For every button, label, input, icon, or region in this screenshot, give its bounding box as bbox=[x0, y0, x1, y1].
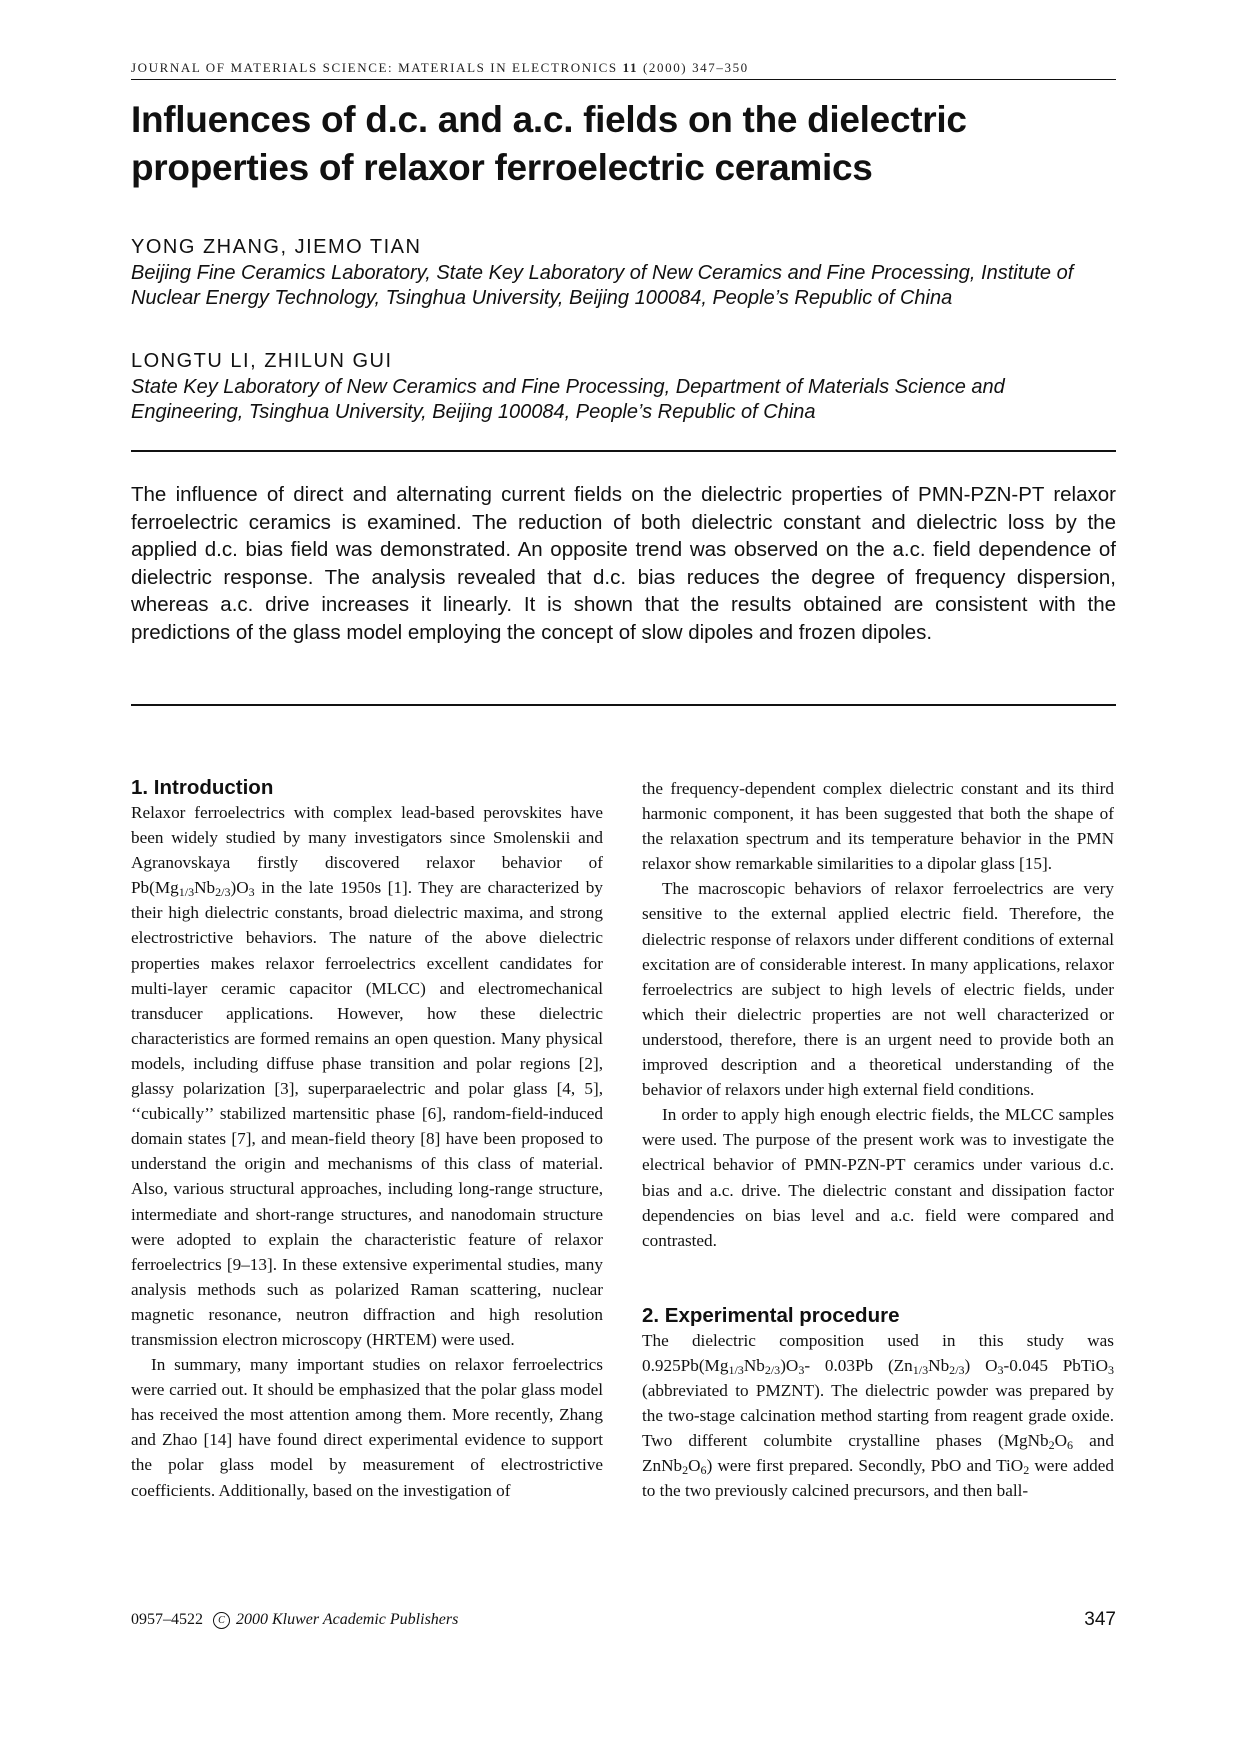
intro-paragraph-3: The macroscopic behaviors of relaxor ferroelectrics are very sensitive to the external applied electric field. Therefore, the dielectric response of relaxors under different conditions of external excitation are of considerable interest. In many applications, relaxor ferroelectrics are subject to high levels of electric fields, under which their dielectric properties are not well characterized or understood, therefore, there is an urgent need to provide both an improved description and a theoretical understanding of the behavior of relaxors under high external field conditions. bbox=[642, 879, 1114, 1100]
journal-year-pages: (2000) 347–350 bbox=[642, 60, 749, 75]
experimental-paragraph-1: The dielectric composition used in this study was $0.925Pb(Mg_{1/3}Nb_{2/3})O_3-$ 0.03Pb $(Zn_{1/3}Nb_{2/3})$ $O_3-0.045$ PbTiO$_3$ (abbreviated to PMZNT). The dielectric powder was prepared by the two-stage calcination method starting from reagent grade oxide. Two different columbite crystalline phases ($MgNb_2O_6$ and $ZnNb_2O_6$) were first prepared. Secondly, PbO and TiO$_2$ were added to the two previously calcined precursors, and then ball- bbox=[642, 1330, 1114, 1501]
publisher: 2000 Kluwer Academic Publishers bbox=[236, 1611, 459, 1628]
affiliation-2: State Key Laboratory of New Ceramics and Fine Processing, Department of Materials Science and Engineering, Tsinghua University, Beijing 100084, People’s Republic of China bbox=[131, 376, 1005, 423]
left-column bbox=[131, 775, 603, 1503]
journal-volume: 11 bbox=[622, 60, 639, 75]
affiliation-1: Beijing Fine Ceramics Laboratory, State Key Laboratory of New Ceramics and Fine Processing, Institute of Nuclear Energy Technology, Tsinghua University, Beijing 100084, People’s Republic of China bbox=[131, 262, 1074, 309]
right-column bbox=[642, 776, 1114, 1503]
section-heading-introduction: 1. Introduction bbox=[131, 776, 274, 799]
header-rule bbox=[131, 79, 1116, 80]
authors-group-1: YONG ZHANG, JIEMO TIAN bbox=[131, 236, 422, 258]
intro-paragraph-2: In summary, many important studies on relaxor ferroelectrics were carried out. It should be emphasized that the polar glass model has received the most attention among them. More recently, Zhang and Zhao [14] have found direct experimental evidence to support the polar glass model by measurement of electrostrictive coefficients. Additionally, based on the investigation of bbox=[131, 1355, 603, 1500]
section-heading-experimental: 2. Experimental procedure bbox=[642, 1303, 900, 1327]
intro-paragraph-1: Relaxor ferroelectrics with complex lead-based perovskites have been widely studied by many investigators since Smolenskii and Agranovskaya firstly discovered relaxor behavior of $Pb(Mg_{1/3}Nb_{2/3})O_3$ in the late 1950s [1]. They are characterized by their high dielectric constants, broad dielectric maxima, and strong electrostrictive behaviors. The nature of the above dielectric properties makes relaxor ferroelectrics excellent candidates for multi-layer ceramic capacitor (MLCC) and electromechanical transducer applications. However, how these dielectric characteristics are formed remains an open question. Many physical models, including diffuse phase transition and polar regions [2], glassy polarization [3], superparaelectric and polar glass [4, 5], ‘‘cubically’’ stabilized martensitic phase [6], random-field-induced domain states [7], and mean-field theory [8] have been proposed to understand the origin and mechanisms of this class of material. Also, various structural approaches, including long-range structure, intermediate and short-range structures, and nanodomain structure were adopted to explain the characteristic feature of relaxor ferroelectrics [9–13]. In these extensive experimental studies, many analysis methods such as polarized Raman scattering, nuclear magnetic resonance, neutron diffraction and high resolution transmission electron microscopy (HRTEM) were used. bbox=[131, 803, 603, 1349]
article-title: Influences of d.c. and a.c. fields on the dielectric properties of relaxor ferroelectric ceramics bbox=[131, 99, 967, 188]
section-spacer bbox=[642, 1253, 1114, 1303]
copyright-icon: C bbox=[213, 1612, 230, 1629]
intro-paragraph-2-continued: the frequency-dependent complex dielectric constant and its third harmonic component, it has been suggested that both the shape of the relaxation spectrum and its temperature behavior in the PMN relaxor show remarkable similarities to a dipolar glass [15]. bbox=[642, 779, 1114, 874]
intro-paragraph-4: In order to apply high enough electric fields, the MLCC samples were used. The purpose of the present work was to investigate the electrical behavior of PMN-PZN-PT ceramics under various d.c. bias and a.c. drive. The dielectric constant and dissipation factor dependencies on bias level and a.c. field were compared and contrasted. bbox=[642, 1105, 1114, 1250]
abstract-top-rule bbox=[131, 450, 1116, 452]
abstract: The influence of direct and alternating current fields on the dielectric properties of PMN-PZN-PT relaxor ferroelectric ceramics is examined. The reduction of both dielectric constant and dielectric loss by the applied d.c. bias field was demonstrated. An opposite trend was observed on the a.c. field dependence of dielectric response. The analysis revealed that d.c. bias reduces the degree of frequency dispersion, whereas a.c. drive increases it linearly. It is shown that the results obtained are consistent with the predictions of the glass model employing the concept of slow dipoles and frozen dipoles. bbox=[131, 483, 1116, 644]
authors-group-2: LONGTU LI, ZHILUN GUI bbox=[131, 350, 393, 372]
journal-name: JOURNAL OF MATERIALS SCIENCE: MATERIALS IN ELECTRONICS bbox=[131, 60, 618, 75]
running-head bbox=[131, 60, 1116, 76]
abstract-bottom-rule bbox=[131, 704, 1116, 706]
issn: 0957–4522 bbox=[131, 1611, 203, 1628]
footer-imprint bbox=[131, 1611, 458, 1629]
page-number: 347 bbox=[1084, 1609, 1116, 1630]
